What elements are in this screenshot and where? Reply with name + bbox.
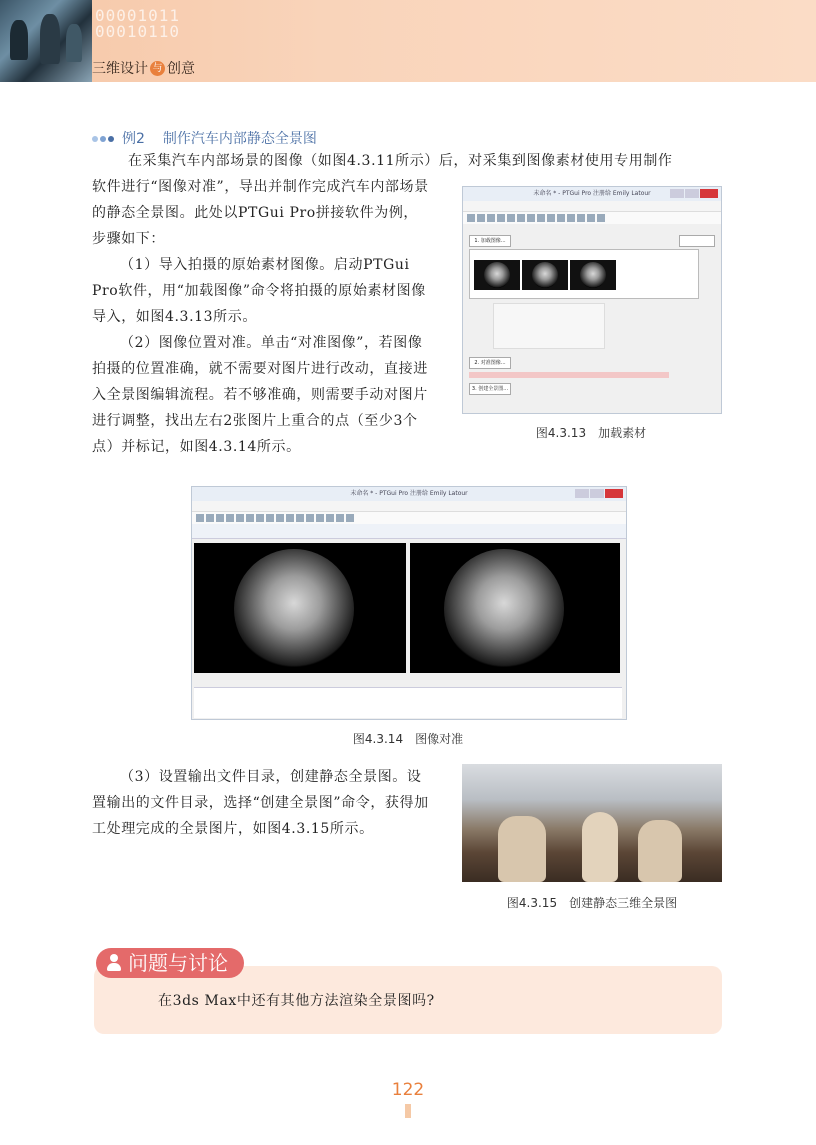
image-thumbnail-area: [469, 249, 699, 299]
seat-right: [638, 820, 682, 882]
window-titlebar: [192, 487, 626, 501]
intro-paragraph: [92, 148, 728, 174]
figure-4-3-14-caption: 图4.3.14 图像对准: [352, 732, 464, 746]
step2-paragraph: （2）图像位置对准。单击“对准图像”，若图像拍摄的位置准确，就不需要对图片进行改动，直接进入全景图编辑流程。若不够准确，则需要手动对图片进行调整，找出左右2张图片上重合的点（至少3个点）并标记，如图4.3.14所示。: [92, 335, 428, 455]
step3-paragraph: （3）设置输出文件目录，创建静态全景图。设置输出的文件目录，选择“创建全景图”命令，获得加工处理完成的全景图片，如图4.3.15所示。: [92, 769, 429, 837]
discussion-tag: [96, 948, 244, 978]
menu-bar: [463, 201, 721, 212]
create-panorama-button: 3. 创建全景图...: [469, 383, 511, 395]
figure-4-3-15-caption: 图4.3.15 创建静态三维全景图: [506, 896, 678, 910]
page-tick-decoration: [405, 1104, 411, 1118]
bullet-dots-icon: [92, 130, 116, 146]
figure-4-3-14-screenshot: [191, 486, 627, 720]
amp-badge: 与: [150, 61, 165, 76]
window-controls: [669, 189, 718, 198]
advanced-button: [679, 235, 715, 247]
seat-left: [498, 816, 546, 882]
window-title: 未命名 * - PTGui Pro 注册给 Emily Latour: [350, 490, 468, 497]
example-heading: [92, 128, 317, 148]
window-title: 未命名 * - PTGui Pro 注册给 Emily Latour: [533, 190, 651, 197]
step1-paragraph: （1）导入拍摄的原始素材图像。启动PTGui Pro软件，用“加载图像”命令将拍摄的原始素材图像导入，如图4.3.13所示。: [92, 257, 426, 325]
toolbar: [192, 512, 626, 524]
figure-4-3-13-screenshot: [462, 186, 722, 414]
discussion-question: 在3ds Max中还有其他方法渲染全景图吗?: [158, 993, 435, 1009]
load-images-button: 1. 加载图像...: [469, 235, 511, 247]
intro-continued: 软件进行“图像对准”，导出并制作完成汽车内部场景的静态全景图。此处以PTGui Pro拼接软件为例，步骤如下：: [92, 179, 429, 247]
example-label: 例2: [122, 131, 145, 147]
text-column: [92, 174, 432, 460]
menu-bar: [192, 501, 626, 512]
figure-4-3-15-panorama: [462, 764, 722, 882]
header-photo: [0, 0, 92, 82]
person-icon: [104, 953, 124, 973]
section-title: 三维设计: [92, 61, 148, 77]
tab-strip: [192, 524, 626, 539]
camera-settings-panel: [493, 303, 605, 349]
thumbnail-1: [474, 260, 520, 290]
control-points-table: [194, 687, 622, 718]
thumbnail-2: [522, 260, 568, 290]
thumbnail-3: [570, 260, 616, 290]
example-title: 制作汽车内部静态全景图: [162, 131, 317, 147]
window-titlebar: [463, 187, 721, 201]
header-binary-decoration: 00001011 00010110: [95, 6, 181, 41]
right-image-pane: [410, 543, 620, 673]
align-images-button: 2. 对准图像...: [469, 357, 511, 369]
seat-center: [582, 812, 618, 882]
section-title-2: 创意: [167, 61, 195, 77]
warning-text: [469, 372, 669, 378]
figure-4-3-13-caption: 图4.3.13 加载素材: [535, 426, 647, 440]
page-number: 122: [391, 1080, 425, 1100]
toolbar: [463, 212, 721, 224]
discussion-tag-label: 问题与讨论: [128, 951, 228, 975]
section-label: [92, 58, 195, 78]
window-controls: [574, 489, 623, 498]
intro-line-1: 在采集汽车内部场景的图像（如图4.3.11所示）后，对采集到图像素材使用专用制作: [128, 153, 673, 169]
left-image-pane: [194, 543, 406, 673]
